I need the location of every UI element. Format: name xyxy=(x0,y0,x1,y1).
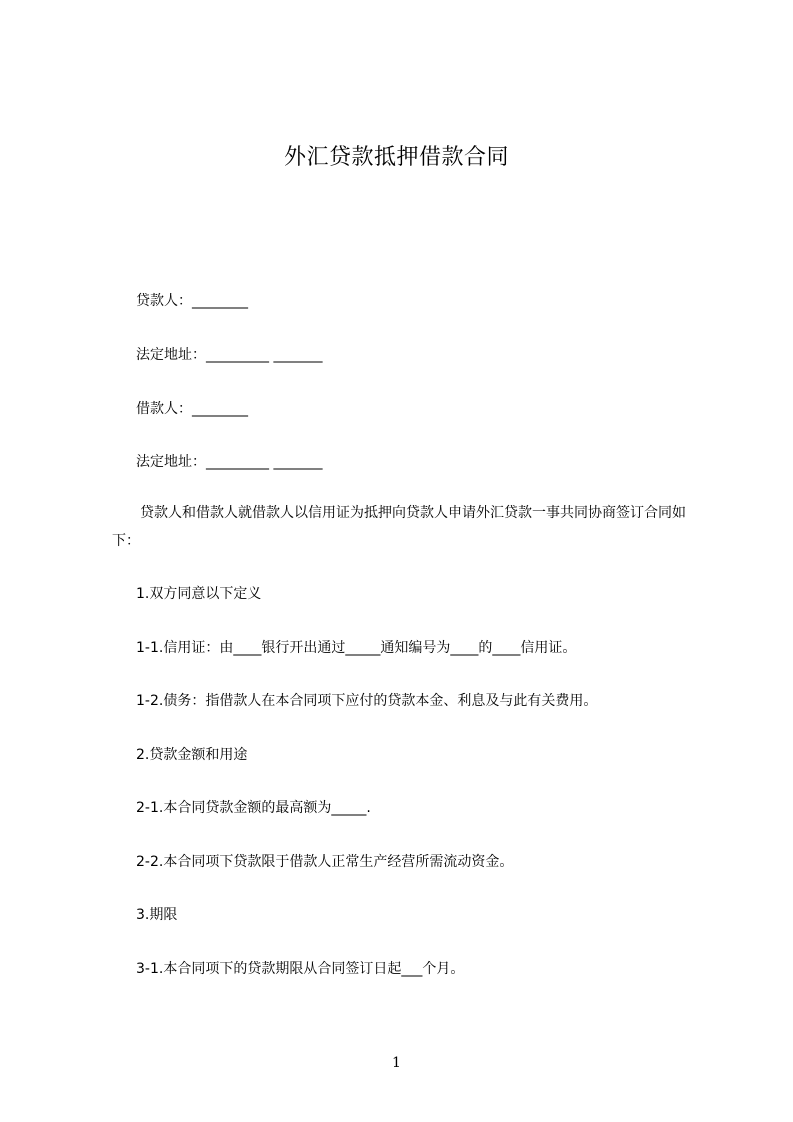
lender-address-line: 法定地址：_________ _______ xyxy=(136,347,323,363)
preamble-paragraph: 贷款人和借款人就借款人以信用证为抵押向贷款人申请外汇贷款一事共同协商签订合同如下： xyxy=(112,505,686,549)
lender-line: 贷款人：________ xyxy=(136,293,248,309)
section-1-heading: 1.双方同意以下定义 xyxy=(136,586,262,602)
clause-1-1: 1-1.信用证：由____银行开出通过_____通知编号为____的____信用证。 xyxy=(136,640,577,656)
document-title: 外汇贷款抵押借款合同 xyxy=(283,145,509,170)
clause-3-1: 3-1.本合同项下的贷款期限从合同签订日起___个月。 xyxy=(136,961,465,977)
borrower-line: 借款人：________ xyxy=(136,401,248,417)
clause-2-2: 2-2.本合同项下贷款限于借款人正常生产经营所需流动资金。 xyxy=(136,854,514,870)
clause-1-2: 1-2.债务：指借款人在本合同项下应付的贷款本金、利息及与此有关费用。 xyxy=(136,693,598,709)
section-3-heading: 3.期限 xyxy=(136,907,178,923)
page-number: 1 xyxy=(392,1055,401,1071)
section-2-heading: 2.贷款金额和用途 xyxy=(136,747,248,763)
clause-2-1: 2-1.本合同贷款金额的最高额为_____. xyxy=(136,800,371,816)
borrower-address-line: 法定地址：_________ _______ xyxy=(136,454,323,470)
